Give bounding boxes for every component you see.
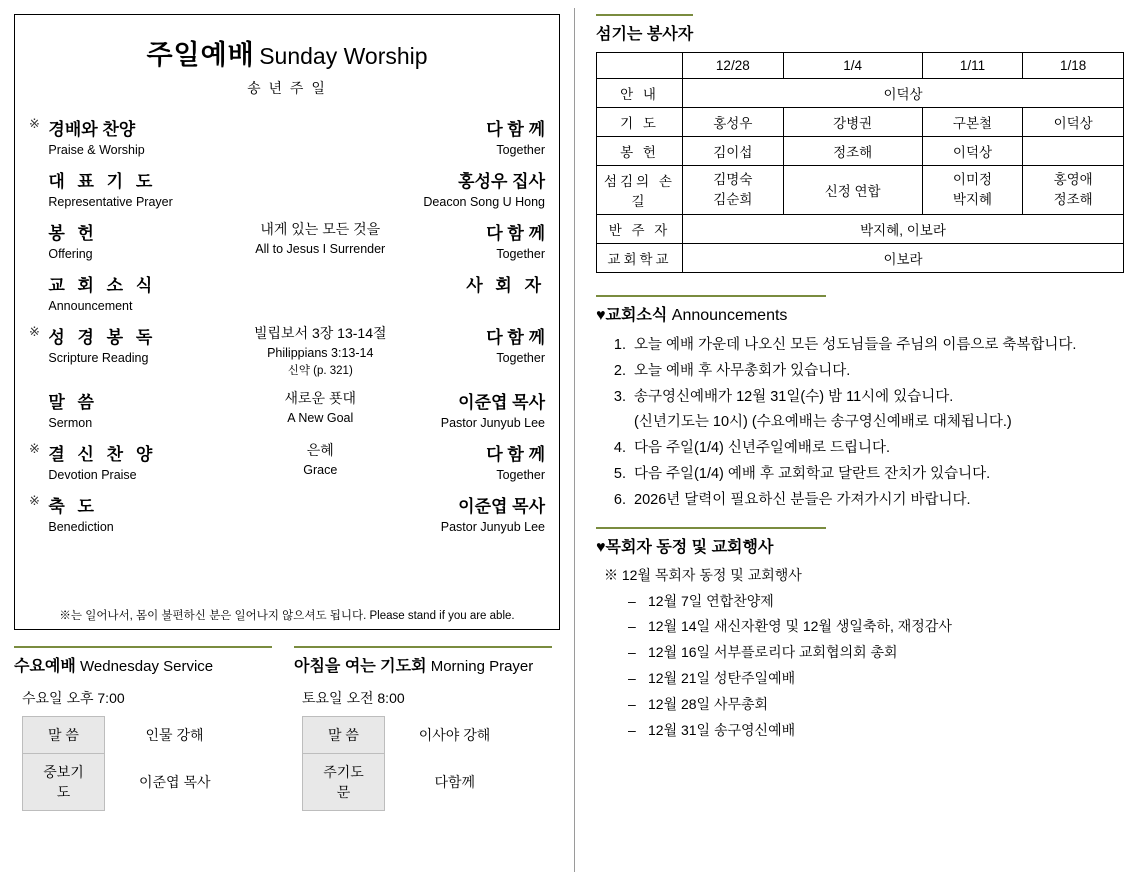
heart-icon: ♥: [596, 538, 606, 556]
announcements-heading-english: Announcements: [671, 307, 788, 324]
row-label: 교회학교: [597, 244, 683, 273]
column-header: [597, 53, 683, 79]
row-value: 구본철: [922, 108, 1023, 137]
item-leader-english: Pastor Junyub Lee: [440, 520, 545, 534]
table-row: [597, 215, 1124, 244]
row-label: 말 씀: [303, 717, 385, 754]
item-korean: 교 회 소 식: [48, 276, 157, 295]
volunteers-table: [596, 52, 1124, 273]
worship-order-row: [29, 383, 545, 435]
table-row: [597, 137, 1124, 166]
worship-order-row: [29, 214, 545, 266]
item-leader-english: Together: [496, 143, 545, 157]
item-korean: 축 도: [48, 497, 98, 516]
item-korean: 대 표 기 도: [48, 172, 157, 191]
volunteers-section: [596, 14, 1130, 44]
pastoral-heading-text: 목회자 동정 및 교회행사: [605, 538, 774, 556]
column-header: 12/28: [683, 53, 784, 79]
pastoral-item-text: 12월 7일 연합찬양제: [648, 592, 774, 609]
row-label: 섬김의 손길: [597, 166, 683, 215]
item-korean: 결 신 찬 양: [48, 445, 157, 464]
pastoral-item-text: 12월 14일 새신자환영 및 12월 생일축하, 재정감사: [648, 618, 952, 635]
list-item: [628, 640, 1130, 666]
column-header: 1/11: [922, 53, 1023, 79]
table-row: [597, 166, 1124, 215]
worship-title: [29, 33, 545, 72]
table-row: [597, 108, 1124, 137]
row-value: 김이섭: [683, 137, 784, 166]
item-leader-english: Together: [496, 247, 545, 261]
worship-order-row: [29, 162, 545, 214]
row-value: 강병권: [783, 108, 922, 137]
list-item: [630, 333, 1130, 358]
wednesday-service-heading: [14, 646, 272, 676]
item-korean: 말 씀: [48, 393, 98, 412]
announcement-text: 오늘 예배 후 사무총회가 있습니다.: [634, 362, 851, 379]
item-detail-korean: 내게 있는 모든 것을: [260, 221, 381, 237]
morning-heading-korean: 아침을 여는 기도회: [294, 658, 427, 675]
asterisk-marker: ※: [29, 116, 40, 131]
column-header: 1/4: [783, 53, 922, 79]
item-leader-english: Together: [496, 468, 545, 482]
item-detail-korean: 새로운 푯대: [284, 390, 357, 406]
row-value: [1023, 137, 1124, 166]
row-value: 이준엽 목사: [138, 774, 211, 790]
announcements-section: [596, 295, 1130, 513]
item-detail-english: All to Jesus I Surrender: [255, 242, 386, 256]
table-row: [23, 754, 245, 811]
wednesday-heading-korean: 수요예배: [14, 658, 76, 675]
morning-prayer-panel: [294, 646, 552, 811]
list-item: [630, 385, 1130, 435]
row-value: 이사야 강해: [418, 727, 491, 743]
row-value: 김명숙 김순희: [683, 166, 784, 215]
volunteers-heading: 섬기는 봉사자: [596, 14, 693, 44]
worship-order-row: [29, 435, 545, 487]
wednesday-heading-english: Wednesday Service: [80, 658, 214, 675]
pastoral-list: [596, 589, 1130, 744]
item-korean: 봉 헌: [48, 224, 98, 243]
item-leader-korean: 다 함 께: [486, 120, 545, 139]
row-value: 이미정 박지혜: [922, 166, 1023, 215]
wednesday-service-panel: [14, 646, 272, 811]
item-leader-korean: 다 함 께: [486, 445, 545, 464]
announcement-text: 다음 주일(1/4) 예배 후 교회학교 달란트 잔치가 있습니다.: [634, 465, 991, 482]
item-english: Offering: [48, 247, 93, 261]
row-value: 이덕상: [1023, 108, 1124, 137]
asterisk-marker: ※: [29, 441, 40, 456]
worship-order-row: [29, 110, 545, 162]
item-leader-korean: 사 회 자: [466, 276, 545, 295]
worship-order-row: [29, 266, 545, 318]
asterisk-marker: ※: [29, 493, 40, 508]
item-leader-korean: 다 함 께: [486, 224, 545, 243]
row-value: 정조해: [783, 137, 922, 166]
row-label: 중보기도: [23, 754, 105, 811]
item-leader-english: Pastor Junyub Lee: [440, 416, 545, 430]
row-value: 홍성우: [683, 108, 784, 137]
announcement-text: 2026년 달력이 필요하신 분들은 가져가시기 바랍니다.: [634, 491, 971, 508]
item-detail-english: Philippians 3:13-14: [267, 346, 374, 360]
pastoral-section: [596, 527, 1130, 744]
heart-icon: ♥: [596, 307, 606, 324]
item-leader-korean: 홍성우 집사: [458, 172, 545, 191]
row-value: 신정 연합: [783, 166, 922, 215]
row-label: 안 내: [597, 79, 683, 108]
worship-order-row: [29, 487, 545, 539]
pastoral-item-text: 12월 31일 송구영신예배: [648, 722, 796, 739]
list-item: [628, 692, 1130, 718]
table-header-row: [597, 53, 1124, 79]
item-leader-korean: 이준엽 목사: [458, 497, 545, 516]
asterisk-marker: [29, 266, 48, 318]
pastoral-heading: [596, 529, 1130, 557]
column-header: 1/18: [1023, 53, 1124, 79]
worship-title-korean: 주일예배: [146, 40, 255, 70]
item-english: Announcement: [48, 299, 133, 313]
pastoral-note: ※ 12월 목회자 동정 및 교회행사: [604, 566, 802, 583]
morning-prayer-table: [302, 716, 525, 811]
worship-order-table: [29, 110, 545, 539]
pastoral-item-text: 12월 21일 성탄주일예배: [648, 670, 796, 687]
item-english: Scripture Reading: [48, 351, 149, 365]
asterisk-marker: [29, 162, 48, 214]
announcements-heading-korean: 교회소식: [605, 307, 668, 324]
item-leader-english: Deacon Song U Hong: [423, 195, 545, 209]
wednesday-service-time: 수요일 오후 7:00: [22, 690, 125, 706]
list-item: [628, 718, 1130, 744]
item-detail-english: Grace: [303, 463, 338, 477]
item-detail-english: A New Goal: [287, 411, 354, 425]
item-english: Praise & Worship: [48, 143, 145, 157]
row-value: 다함께: [434, 774, 476, 790]
table-row: [597, 79, 1124, 108]
row-value: 박지혜, 이보라: [683, 215, 1124, 244]
table-row: [303, 754, 525, 811]
list-item: [628, 666, 1130, 692]
row-value: 이덕상: [922, 137, 1023, 166]
table-row: [23, 717, 245, 754]
announcements-heading: [596, 297, 1130, 325]
row-label: 반 주 자: [597, 215, 683, 244]
list-item: [630, 359, 1130, 384]
pastoral-item-text: 12월 16일 서부플로리다 교회협의회 총회: [648, 644, 898, 661]
worship-subtitle: 송 년 주 일: [247, 80, 327, 96]
asterisk-marker: [29, 383, 48, 435]
item-korean: 경배와 찬양: [48, 120, 136, 139]
row-value: 이보라: [683, 244, 1124, 273]
row-value: 홍영애 정조해: [1023, 166, 1124, 215]
item-detail-korean: 빌립보서 3장 13-14절: [254, 325, 387, 341]
row-label: 주기도문: [303, 754, 385, 811]
table-row: [303, 717, 525, 754]
asterisk-marker: ※: [29, 324, 40, 339]
worship-title-english: Sunday Worship: [259, 43, 428, 69]
list-item: [630, 462, 1130, 487]
row-label: 기 도: [597, 108, 683, 137]
morning-prayer-time: 토요일 오전 8:00: [302, 690, 405, 706]
item-detail-korean: 은혜: [306, 442, 334, 458]
row-value: 인물 강해: [145, 727, 204, 743]
list-item: [630, 488, 1130, 513]
wednesday-service-table: [22, 716, 245, 811]
asterisk-marker: [29, 214, 48, 266]
announcement-text: 송구영신예배가 12월 31일(수) 밤 11시에 있습니다.: [634, 388, 954, 405]
list-item: [628, 589, 1130, 615]
item-leader-english: Together: [496, 351, 545, 365]
right-column: [596, 14, 1130, 744]
item-detail-sub: 신약 (p. 321): [287, 365, 353, 377]
row-value: 이덕상: [683, 79, 1124, 108]
list-item: [630, 436, 1130, 461]
worship-footnote: ※는 일어나서, 몸이 불편하신 분은 일어나지 않으셔도 됩니다. Please stand if you are able.: [59, 610, 515, 622]
row-label: 말 씀: [23, 717, 105, 754]
sunday-worship-panel: [14, 14, 560, 630]
item-korean: 성 경 봉 독: [48, 328, 157, 347]
morning-heading-english: Morning Prayer: [430, 658, 534, 675]
morning-prayer-heading: [294, 646, 552, 676]
item-english: Sermon: [48, 416, 93, 430]
weekly-services-row: [14, 646, 560, 811]
item-english: Representative Prayer: [48, 195, 173, 209]
pastoral-item-text: 12월 28일 사무총회: [648, 696, 769, 713]
announcements-list: [596, 333, 1130, 513]
item-english: Devotion Praise: [48, 468, 137, 482]
announcement-text: 다음 주일(1/4) 신년주일예배로 드립니다.: [634, 439, 891, 456]
item-english: Benediction: [48, 520, 114, 534]
announcement-text: 오늘 예배 가운데 나오신 모든 성도님들을 주님의 이름으로 축복합니다.: [634, 337, 1077, 353]
announcement-subtext: (신년기도는 10시) (수요예배는 송구영신예배로 대체됩니다.): [634, 413, 1012, 430]
column-divider: [574, 8, 575, 872]
worship-order-row: [29, 318, 545, 383]
item-leader-korean: 다 함 께: [486, 328, 545, 347]
list-item: [628, 614, 1130, 640]
row-label: 봉 헌: [597, 137, 683, 166]
table-row: [597, 244, 1124, 273]
item-leader-korean: 이준엽 목사: [458, 393, 545, 412]
left-column: [14, 14, 560, 811]
